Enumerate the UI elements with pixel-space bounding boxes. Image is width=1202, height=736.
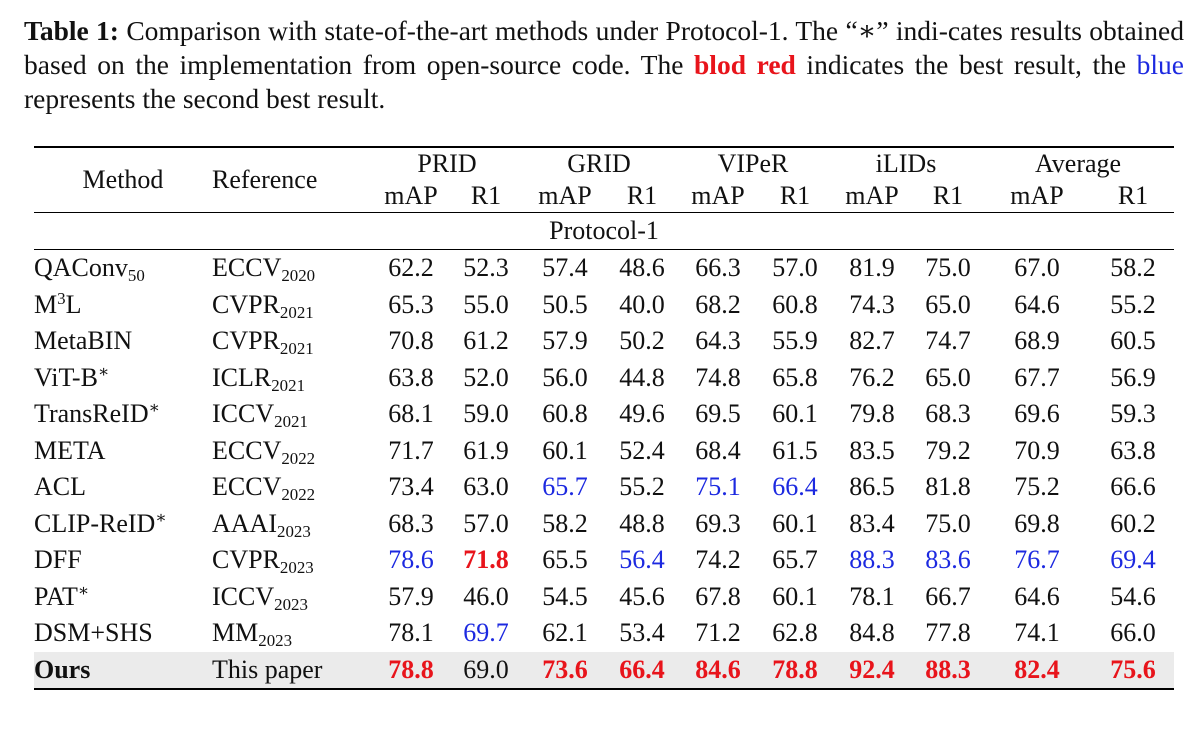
table-cell: 75.1 [695,472,741,502]
table-cell: 57.0 [772,253,818,283]
table-cell: 78.8 [760,652,830,690]
table-cell: 66.4 [772,472,818,502]
table-cell: 82.4 [982,652,1092,690]
table-cell: 61.9 [463,435,509,465]
reference-venue: $ECCV_{2022}$ [212,435,316,468]
table-cell: 52.4 [619,435,665,465]
method-name: CLIP-ReID∗ [34,507,167,538]
table-cell: 81.9 [849,253,895,283]
table-cell: 53.4 [619,618,665,648]
table-cell: 65.0 [925,289,971,319]
table-cell: 68.4 [695,435,741,465]
table-cell: 57.4 [542,253,588,283]
table-cell: 65.3 [388,289,434,319]
table-cell: 78.8 [372,652,450,690]
table-cell: 52.3 [463,253,509,283]
caption-text-1: Comparison with state-of-the-art methods under Protocol-1. The “∗” indi-cates results obtained based on the implementation from open-source code. The [24,15,1184,80]
method-name: PAT∗ [34,580,90,611]
method-name: DFF [34,545,82,575]
table-cell: 88.3 [914,652,982,690]
method-name: META [34,435,106,465]
table-cell: 73.6 [522,652,608,690]
reference-venue: $ICLR_{2021}$ [212,362,306,395]
reference-venue: $MM_{2023}$ [212,618,293,651]
table-cell: 48.8 [619,508,665,538]
table-cell: 63.8 [388,362,434,392]
method-name: ViT-B∗ [34,361,110,392]
caption-bold-red-a: blod [694,49,746,80]
header-metric: R1 [779,181,811,210]
table-cell: 67.8 [695,581,741,611]
table-cell: 68.3 [388,508,434,538]
caption-bold-red-b: red [756,49,796,80]
table-cell: 67.0 [1014,253,1060,283]
method-name-ours: Ours [34,652,212,690]
table-cell: 68.1 [388,399,434,429]
table-row [34,433,1174,470]
reference-venue: $CVPR_{2021}$ [212,289,314,322]
method-name: TransReID∗ [34,398,161,429]
table-cell: 67.7 [1014,362,1060,392]
table-cell: 78.1 [388,618,434,648]
table-cell: 66.7 [925,581,971,611]
header-metric: mAP [538,181,592,210]
table-cell: 57.9 [542,326,588,356]
caption-blue-word: blue [1136,49,1185,80]
header-row-datasets [34,147,1174,180]
table-cell: 46.0 [463,581,509,611]
table-cell: 44.8 [619,362,665,392]
table-cell: 63.0 [463,472,509,502]
header-metric: mAP [384,181,438,210]
table-cell: 45.6 [619,581,665,611]
table-cell: 83.5 [849,435,895,465]
table-cell: 62.1 [542,618,588,648]
table-cell: 68.3 [925,399,971,429]
method-name: QAConv$_{50}$ [34,253,145,286]
table-cell: 68.9 [1014,326,1060,356]
table-row [34,615,1174,652]
table-cell: 69.5 [695,399,741,429]
table-cell: 75.0 [925,508,971,538]
table-cell: 74.7 [925,326,971,356]
table-cell: 56.4 [619,545,665,575]
header-dataset-average: Average [1034,149,1122,178]
table-cell: 52.0 [463,362,509,392]
header-metric: R1 [932,181,964,210]
table-cell: 59.0 [463,399,509,429]
table-cell: 50.2 [619,326,665,356]
header-metric: R1 [1117,181,1149,210]
method-name: DSM+SHS [34,618,153,648]
table-cell: 76.7 [1014,545,1060,575]
table-cell: 88.3 [849,545,895,575]
caption-text-2: indicates the best result, the [795,49,1137,80]
table-row [34,506,1174,543]
table-cell: 65.8 [772,362,818,392]
table-row [34,542,1174,579]
table-cell: 69.8 [1014,508,1060,538]
table-cell: 55.9 [772,326,818,356]
table-caption [24,14,1184,116]
protocol-label: Protocol-1 [34,213,1174,250]
table-cell: 66.0 [1110,618,1156,648]
reference-venue: $CVPR_{2021}$ [212,326,314,359]
caption-text-3: represents the second best result. [24,83,386,114]
comparison-table-wrapper [34,146,1174,690]
table-cell: 50.5 [542,289,588,319]
table-cell: 58.2 [542,508,588,538]
table-row [34,360,1174,397]
header-metric: mAP [845,181,899,210]
table-cell: 75.6 [1092,652,1174,690]
table-cell: 56.9 [1110,362,1156,392]
header-metric: mAP [1010,181,1064,210]
header-dataset-ilids: iLIDs [875,149,937,178]
table-cell: 48.6 [619,253,665,283]
table-cell: 61.5 [772,435,818,465]
header-metric: R1 [626,181,658,210]
table-cell: 60.2 [1110,508,1156,538]
table-cell: 81.8 [925,472,971,502]
table-cell: 61.2 [463,326,509,356]
table-cell: 55.0 [463,289,509,319]
table-cell: 86.5 [849,472,895,502]
table-cell: 64.6 [1014,289,1060,319]
comparison-table [34,146,1174,690]
table-cell: 60.1 [772,581,818,611]
table-cell: 74.3 [849,289,895,319]
table-cell: 66.6 [1110,472,1156,502]
header-metric: mAP [691,181,745,210]
table-cell: 70.9 [1014,435,1060,465]
table-cell: 76.2 [849,362,895,392]
table-row [34,250,1174,287]
header-dataset-grid: GRID [567,149,631,178]
table-cell: 55.2 [1110,289,1156,319]
header-dataset-viper: VIPeR [717,149,789,178]
reference-venue: $ICCV_{2023}$ [212,581,308,614]
reference-venue: $CVPR_{2023}$ [212,545,314,578]
table-cell: 69.4 [1110,545,1156,575]
method-name: ACL [34,472,86,502]
table-cell: 74.1 [1014,618,1060,648]
table-cell: 62.8 [772,618,818,648]
table-cell: 62.2 [388,253,434,283]
reference-venue: $ECCV_{2020}$ [212,253,316,286]
table-cell: 75.0 [925,253,971,283]
table-row-ours [34,652,1174,690]
table-cell: 66.3 [695,253,741,283]
table-cell: 60.1 [772,508,818,538]
table-cell: 54.6 [1110,581,1156,611]
table-cell: 58.2 [1110,253,1156,283]
table-cell: 83.6 [925,545,971,575]
table-cell: 60.1 [542,435,588,465]
table-row [34,287,1174,324]
table-cell: 63.8 [1110,435,1156,465]
table-cell: 75.2 [1014,472,1060,502]
table-cell: 78.1 [849,581,895,611]
table-row [34,396,1174,433]
table-cell: 65.7 [772,545,818,575]
table-cell: 64.6 [1014,581,1060,611]
table-cell: 84.8 [849,618,895,648]
table-row [34,469,1174,506]
table-cell: 69.0 [450,652,522,690]
header-dataset-prid: PRID [417,149,477,178]
reference-venue: $ECCV_{2022}$ [212,472,316,505]
table-cell: 65.5 [542,545,588,575]
table-cell: 65.7 [542,472,588,502]
table-cell: 69.7 [463,618,509,648]
table-cell: 55.2 [619,472,665,502]
method-name: $M^3L$ [34,288,82,319]
table-cell: 60.5 [1110,326,1156,356]
table-cell: 54.5 [542,581,588,611]
table-cell: 40.0 [619,289,665,319]
table-cell: 79.8 [849,399,895,429]
table-cell: 77.8 [925,618,971,648]
method-name: MetaBIN [34,326,133,356]
table-cell: 64.3 [695,326,741,356]
protocol-row [34,213,1174,250]
table-cell: 68.2 [695,289,741,319]
table-cell: 74.2 [695,545,741,575]
table-cell: 69.3 [695,508,741,538]
table-cell: 92.4 [830,652,914,690]
table-cell: 65.0 [925,362,971,392]
table-cell: 78.6 [388,545,434,575]
reference-venue: $AAAI_{2023}$ [212,508,311,541]
table-cell: 60.8 [772,289,818,319]
table-cell: 60.1 [772,399,818,429]
table-cell: 49.6 [619,399,665,429]
reference-ours: This paper [212,652,372,690]
table-cell: 82.7 [849,326,895,356]
table-cell: 60.8 [542,399,588,429]
table-cell: 73.4 [388,472,434,502]
table-cell: 71.7 [388,435,434,465]
table-row [34,579,1174,616]
header-method: Method [82,165,164,194]
reference-venue: $ICCV_{2021}$ [212,399,308,432]
table-cell: 59.3 [1110,399,1156,429]
table-cell: 57.0 [463,508,509,538]
table-cell: 71.8 [463,545,509,575]
table-cell: 69.6 [1014,399,1060,429]
header-metric: R1 [470,181,502,210]
table-cell: 56.0 [542,362,588,392]
table-cell: 83.4 [849,508,895,538]
table-cell: 66.4 [608,652,676,690]
table-cell: 74.8 [695,362,741,392]
header-reference: Reference [212,165,318,194]
table-cell: 71.2 [695,618,741,648]
table-cell: 57.9 [388,581,434,611]
caption-label: Table 1: [24,15,119,46]
table-cell: 84.6 [676,652,760,690]
table-cell: 79.2 [925,435,971,465]
table-row [34,323,1174,360]
table-cell: 70.8 [388,326,434,356]
